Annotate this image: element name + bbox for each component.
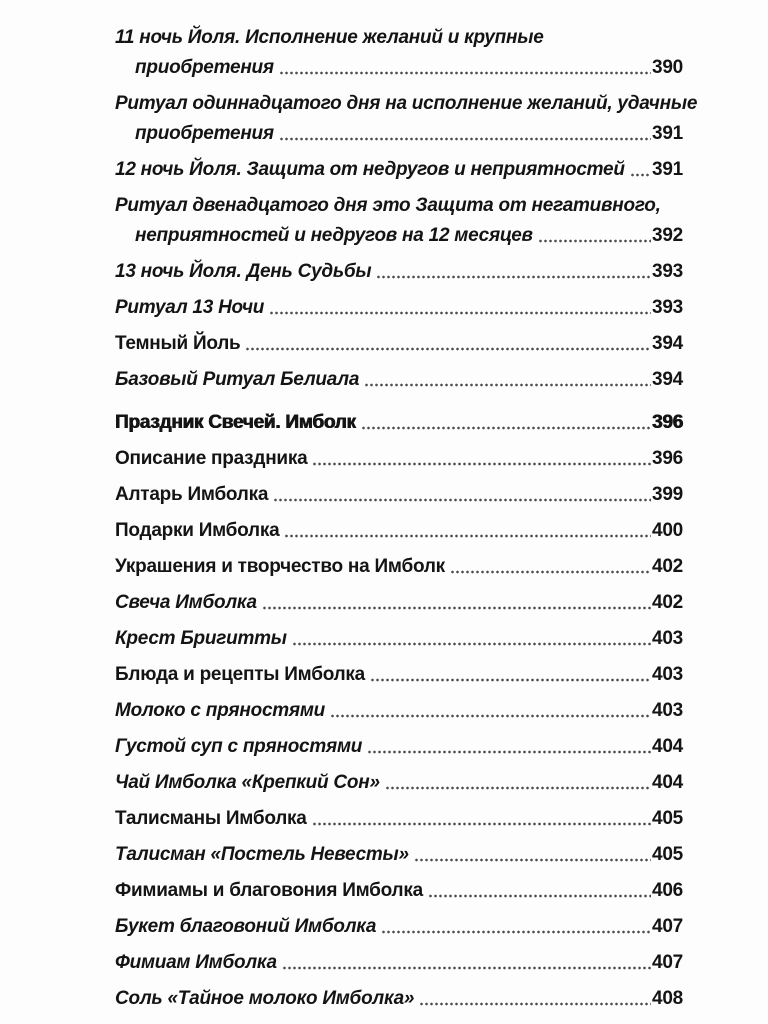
- toc-entry-row: [115, 804, 683, 834]
- toc-entry: [115, 552, 683, 582]
- leader-dots: [283, 966, 651, 970]
- toc-entry-row: [115, 119, 683, 149]
- toc-entry-row: [115, 624, 683, 654]
- leader-dots: [270, 311, 651, 315]
- toc-entry-row: [115, 732, 683, 762]
- toc-entry-title: Молоко с пряностями: [115, 700, 326, 721]
- toc-entry-title: Базовый Ритуал Белиала: [115, 369, 360, 390]
- toc-entry: [115, 329, 683, 359]
- leader-dots: [293, 642, 651, 646]
- toc-entry-row: [115, 516, 683, 546]
- toc-entry: [115, 948, 683, 978]
- toc-entry: [115, 89, 698, 149]
- leader-dots: [415, 858, 651, 862]
- toc-entry: [115, 23, 683, 83]
- toc-entry-row: [115, 257, 683, 287]
- toc-entry-row: [115, 696, 683, 726]
- toc-entry: [115, 365, 683, 395]
- toc-entry: [115, 257, 683, 287]
- toc-entry-title: Фимиам Имболка: [115, 952, 277, 973]
- toc-entry-row: [115, 155, 683, 185]
- leader-dots: [377, 275, 651, 279]
- page-number: 404: [652, 736, 683, 757]
- toc-entry-title-line: 11 ночь Йоля. Исполнение желаний и крупные: [115, 27, 544, 48]
- page-number: 396: [652, 412, 683, 433]
- toc-entry-title: Фимиамы и благовония Имболка: [115, 880, 423, 901]
- leader-dots: [263, 606, 651, 610]
- toc-entry: [115, 840, 683, 870]
- toc-entry-title: приобретения: [135, 57, 274, 78]
- page-number: 407: [652, 952, 683, 973]
- leader-dots: [280, 137, 651, 141]
- toc-entry-row: [115, 552, 683, 582]
- toc-entry-row: [115, 293, 683, 323]
- page-number: 407: [652, 916, 683, 937]
- page-number: 394: [652, 333, 683, 354]
- toc-entry-title: Букет благовоний Имболка: [115, 916, 377, 937]
- toc-entry-row: [115, 53, 683, 83]
- leader-dots: [313, 462, 651, 466]
- toc-entry: [115, 155, 683, 185]
- toc-entry: [115, 912, 683, 942]
- page-number: 406: [652, 880, 683, 901]
- toc-entry-row: [115, 948, 683, 978]
- page-number: 408: [652, 988, 683, 1009]
- toc-entry: [115, 293, 683, 323]
- page-number: 402: [652, 556, 683, 577]
- toc-entry-title-line: Ритуал одиннадцатого дня на исполнение желаний, удачные: [115, 93, 698, 114]
- toc-list: [115, 23, 698, 1014]
- page-number: 404: [652, 772, 683, 793]
- toc-entry: [115, 516, 683, 546]
- leader-dots: [386, 786, 651, 790]
- toc-entry: [115, 732, 683, 762]
- toc-entry-title: Украшения и творчество на Имболк: [115, 556, 445, 577]
- toc-entry: [115, 191, 683, 251]
- toc-entry: [115, 444, 683, 474]
- leader-dots: [420, 1002, 651, 1006]
- toc-section-header: [115, 408, 683, 438]
- leader-dots: [246, 347, 651, 351]
- leader-dots: [429, 894, 651, 898]
- toc-entry-row: [115, 480, 683, 510]
- page-number: 393: [652, 261, 683, 282]
- leader-dots: [631, 173, 651, 177]
- leader-dots: [382, 930, 651, 934]
- toc-entry-title: Соль «Тайное молоко Имболка»: [115, 988, 415, 1009]
- toc-entry: [115, 660, 683, 690]
- toc-entry: [115, 804, 683, 834]
- toc-entry-row: [115, 876, 683, 906]
- page-number: 403: [652, 700, 683, 721]
- leader-dots: [368, 750, 651, 754]
- toc-entry: [115, 624, 683, 654]
- toc-entry-title: Праздник Свечей. Имболк: [115, 412, 356, 433]
- toc-entry-title: приобретения: [135, 123, 274, 144]
- page-number: 391: [652, 159, 683, 180]
- toc-entry-title: неприятностей и недругов на 12 месяцев: [135, 225, 533, 246]
- toc-entry-title: Блюда и рецепты Имболка: [115, 664, 365, 685]
- toc-entry-title: Свеча Имболка: [115, 592, 257, 613]
- page-number: 399: [652, 484, 683, 505]
- toc-entry-title: Густой суп с пряностями: [115, 736, 363, 757]
- page-number: 402: [652, 592, 683, 613]
- toc-entry: [115, 768, 683, 798]
- toc-entry-title: Алтарь Имболка: [115, 484, 269, 505]
- toc-entry-row: [115, 840, 683, 870]
- toc-entry-row: [115, 984, 683, 1014]
- toc-entry: [115, 480, 683, 510]
- toc-entry-title: Ритуал 13 Ночи: [115, 297, 265, 318]
- toc-entry-row: [115, 768, 683, 798]
- page-number: 405: [652, 808, 683, 829]
- toc-entry-row: [115, 588, 683, 618]
- toc-entry-title: Подарки Имболка: [115, 520, 280, 541]
- leader-dots: [365, 383, 651, 387]
- toc-entry: [115, 588, 683, 618]
- toc-entry-title-line: Ритуал двенадцатого дня это Защита от негативного,: [115, 195, 661, 216]
- toc-entry-title: Талисман «Постель Невесты»: [115, 844, 409, 865]
- toc-entry-title: Чай Имболка «Крепкий Сон»: [115, 772, 380, 793]
- page-number: 400: [652, 520, 683, 541]
- toc-entry-title: Темный Йоль: [115, 333, 241, 354]
- leader-dots: [331, 714, 651, 718]
- toc-entry-title: 12 ночь Йоля. Защита от недругов и неприятностей: [115, 159, 625, 180]
- page-number: 394: [652, 369, 683, 390]
- page-number: 403: [652, 628, 683, 649]
- toc-entry-row: [115, 660, 683, 690]
- page-number: 391: [652, 123, 683, 144]
- leader-dots: [285, 534, 651, 538]
- page-number: 390: [652, 57, 683, 78]
- toc-entry-row: [115, 329, 683, 359]
- toc-entry: [115, 876, 683, 906]
- toc-entry-row: [115, 912, 683, 942]
- leader-dots: [280, 71, 651, 75]
- leader-dots: [371, 678, 651, 682]
- leader-dots: [274, 498, 651, 502]
- page-number: 396: [652, 448, 683, 469]
- toc-entry-title: Описание праздника: [115, 448, 308, 469]
- toc-entry: [115, 696, 683, 726]
- leader-dots: [539, 239, 651, 243]
- page-number: 405: [652, 844, 683, 865]
- leader-dots: [451, 570, 651, 574]
- page-number: 403: [652, 664, 683, 685]
- toc-entry-title: 13 ночь Йоля. День Судьбы: [115, 261, 372, 282]
- leader-dots: [362, 426, 651, 430]
- toc-entry-row: [115, 408, 683, 438]
- toc-entry-title: Талисманы Имболка: [115, 808, 307, 829]
- leader-dots: [313, 822, 651, 826]
- page-number: 392: [652, 225, 683, 246]
- toc-entry-row: [115, 444, 683, 474]
- page-number: 393: [652, 297, 683, 318]
- toc-entry-row: [115, 365, 683, 395]
- toc-entry-row: [115, 221, 683, 251]
- toc-entry: [115, 984, 683, 1014]
- toc-entry-title: Крест Бригитты: [115, 628, 287, 649]
